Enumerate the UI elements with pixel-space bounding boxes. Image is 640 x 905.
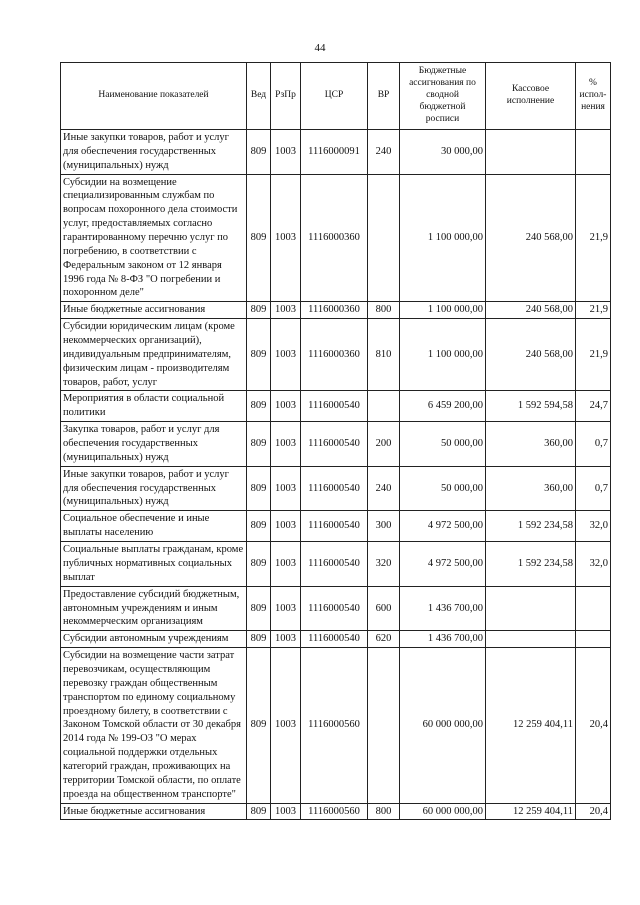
row-percent-cell: 21,9 (576, 319, 611, 391)
header-name: Наименование показателей (61, 63, 247, 130)
row-vr-cell (368, 648, 400, 803)
row-csr-cell: 1116000540 (301, 542, 368, 587)
row-budget-cell: 1 436 700,00 (400, 631, 486, 648)
row-budget-cell: 60 000 000,00 (400, 648, 486, 803)
row-cash-cell: 360,00 (486, 422, 576, 467)
row-vr-cell: 300 (368, 511, 400, 542)
row-cash-cell: 1 592 234,58 (486, 542, 576, 587)
row-csr-cell: 1116000540 (301, 466, 368, 511)
row-percent-cell: 20,4 (576, 648, 611, 803)
row-percent-cell: 32,0 (576, 542, 611, 587)
header-ved: Вед (247, 63, 271, 130)
row-vr-cell: 620 (368, 631, 400, 648)
row-name-cell: Субсидии на возмещение специализированным службам по вопросам похоронного дела стоимости услуг, предоставляемых согласно гарантированному перечню услуг по погребению, в соответствии с Федеральным законом от 12 января 1996 года № 8-ФЗ "О погребении и похоронном деле" (61, 174, 247, 302)
row-ved-cell: 809 (247, 511, 271, 542)
row-ved-cell: 809 (247, 391, 271, 422)
row-budget-cell: 1 436 700,00 (400, 586, 486, 631)
table-row (61, 586, 611, 631)
row-vr-cell: 800 (368, 302, 400, 319)
row-budget-cell: 4 972 500,00 (400, 542, 486, 587)
row-csr-cell: 1116000091 (301, 130, 368, 175)
row-csr-cell: 1116000560 (301, 648, 368, 803)
row-rzpr-cell: 1003 (271, 130, 301, 175)
row-rzpr-cell: 1003 (271, 319, 301, 391)
row-name-cell: Мероприятия в области социальной политики (61, 391, 247, 422)
row-rzpr-cell: 1003 (271, 422, 301, 467)
row-csr-cell: 1116000560 (301, 803, 368, 820)
row-ved-cell: 809 (247, 130, 271, 175)
row-name-cell: Социальное обеспечение и иные выплаты населению (61, 511, 247, 542)
row-name-cell: Иные закупки товаров, работ и услуг для обеспечения государственных (муниципальных) нужд (61, 466, 247, 511)
table-row (61, 302, 611, 319)
row-csr-cell: 1116000360 (301, 319, 368, 391)
row-cash-cell: 240 568,00 (486, 174, 576, 302)
row-ved-cell: 809 (247, 422, 271, 467)
row-budget-cell: 30 000,00 (400, 130, 486, 175)
row-csr-cell: 1116000360 (301, 302, 368, 319)
row-rzpr-cell: 1003 (271, 391, 301, 422)
row-cash-cell: 1 592 594,58 (486, 391, 576, 422)
row-ved-cell: 809 (247, 302, 271, 319)
row-percent-cell (576, 631, 611, 648)
row-budget-cell: 6 459 200,00 (400, 391, 486, 422)
row-percent-cell: 21,9 (576, 302, 611, 319)
table-row (61, 130, 611, 175)
row-percent-cell: 0,7 (576, 422, 611, 467)
row-cash-cell (486, 130, 576, 175)
table-row (61, 391, 611, 422)
row-cash-cell: 240 568,00 (486, 302, 576, 319)
table-row (61, 319, 611, 391)
row-budget-cell: 4 972 500,00 (400, 511, 486, 542)
row-csr-cell: 1116000540 (301, 586, 368, 631)
table-row (61, 803, 611, 820)
row-ved-cell: 809 (247, 466, 271, 511)
row-cash-cell: 240 568,00 (486, 319, 576, 391)
row-cash-cell: 12 259 404,11 (486, 803, 576, 820)
row-csr-cell: 1116000540 (301, 631, 368, 648)
row-ved-cell: 809 (247, 174, 271, 302)
row-cash-cell: 1 592 234,58 (486, 511, 576, 542)
table-row (61, 422, 611, 467)
row-csr-cell: 1116000360 (301, 174, 368, 302)
row-name-cell: Иные бюджетные ассигнования (61, 803, 247, 820)
header-vr: ВР (368, 63, 400, 130)
row-vr-cell (368, 391, 400, 422)
row-rzpr-cell: 1003 (271, 511, 301, 542)
row-rzpr-cell: 1003 (271, 302, 301, 319)
row-percent-cell: 20,4 (576, 803, 611, 820)
row-cash-cell: 360,00 (486, 466, 576, 511)
row-percent-cell (576, 130, 611, 175)
row-vr-cell: 240 (368, 130, 400, 175)
row-ved-cell: 809 (247, 803, 271, 820)
row-rzpr-cell: 1003 (271, 631, 301, 648)
header-cash: Кассовое исполнение (486, 63, 576, 130)
header-row (61, 63, 611, 130)
row-ved-cell: 809 (247, 542, 271, 587)
row-name-cell: Иные закупки товаров, работ и услуг для обеспечения государственных (муниципальных) нужд (61, 130, 247, 175)
row-cash-cell: 12 259 404,11 (486, 648, 576, 803)
row-vr-cell (368, 174, 400, 302)
row-csr-cell: 1116000540 (301, 391, 368, 422)
row-cash-cell (486, 631, 576, 648)
row-percent-cell: 32,0 (576, 511, 611, 542)
row-vr-cell: 600 (368, 586, 400, 631)
row-vr-cell: 200 (368, 422, 400, 467)
table-row (61, 466, 611, 511)
row-percent-cell (576, 586, 611, 631)
row-ved-cell: 809 (247, 631, 271, 648)
row-vr-cell: 240 (368, 466, 400, 511)
row-budget-cell: 50 000,00 (400, 466, 486, 511)
table-row (61, 174, 611, 302)
header-rzpr: РзПр (271, 63, 301, 130)
row-name-cell: Закупка товаров, работ и услуг для обеспечения государственных (муниципальных) нужд (61, 422, 247, 467)
row-csr-cell: 1116000540 (301, 511, 368, 542)
row-rzpr-cell: 1003 (271, 174, 301, 302)
header-budget: Бюджетные ассигнования по сводной бюджетной росписи (400, 63, 486, 130)
header-csr: ЦСР (301, 63, 368, 130)
row-name-cell: Социальные выплаты гражданам, кроме публичных нормативных социальных выплат (61, 542, 247, 587)
row-rzpr-cell: 1003 (271, 466, 301, 511)
row-name-cell: Субсидии автономным учреждениям (61, 631, 247, 648)
row-vr-cell: 810 (368, 319, 400, 391)
row-budget-cell: 1 100 000,00 (400, 319, 486, 391)
table-row (61, 542, 611, 587)
row-rzpr-cell: 1003 (271, 803, 301, 820)
row-rzpr-cell: 1003 (271, 586, 301, 631)
row-ved-cell: 809 (247, 648, 271, 803)
row-percent-cell: 21,9 (576, 174, 611, 302)
row-vr-cell: 800 (368, 803, 400, 820)
row-budget-cell: 60 000 000,00 (400, 803, 486, 820)
row-name-cell: Субсидии на возмещение части затрат перевозчикам, осуществляющим перевозку граждан общественным транспортом по единому социальному проездному билету, в соответствии с Законом Томской области от 30 декабря 2014 года № 199-ОЗ "О мерах социальной поддержки отдельных категорий граждан, проживающих на территории Томской области, по оплате проезда на общественном транспорте" (61, 648, 247, 803)
row-budget-cell: 50 000,00 (400, 422, 486, 467)
row-ved-cell: 809 (247, 586, 271, 631)
row-cash-cell (486, 586, 576, 631)
table-row (61, 631, 611, 648)
budget-table (60, 62, 611, 820)
row-percent-cell: 24,7 (576, 391, 611, 422)
page-number: 44 (314, 42, 326, 54)
table-row (61, 648, 611, 803)
row-name-cell: Предоставление субсидий бюджетным, автономным учреждениям и иным некоммерческим организациям (61, 586, 247, 631)
row-budget-cell: 1 100 000,00 (400, 174, 486, 302)
row-rzpr-cell: 1003 (271, 542, 301, 587)
row-name-cell: Субсидии юридическим лицам (кроме некоммерческих организаций), индивидуальным предпринимателям, физическим лицам - производителям товаров, работ, услуг (61, 319, 247, 391)
row-ved-cell: 809 (247, 319, 271, 391)
row-csr-cell: 1116000540 (301, 422, 368, 467)
row-percent-cell: 0,7 (576, 466, 611, 511)
row-vr-cell: 320 (368, 542, 400, 587)
header-percent: % испол- нения (576, 63, 611, 130)
row-rzpr-cell: 1003 (271, 648, 301, 803)
row-name-cell: Иные бюджетные ассигнования (61, 302, 247, 319)
row-budget-cell: 1 100 000,00 (400, 302, 486, 319)
table-row (61, 511, 611, 542)
